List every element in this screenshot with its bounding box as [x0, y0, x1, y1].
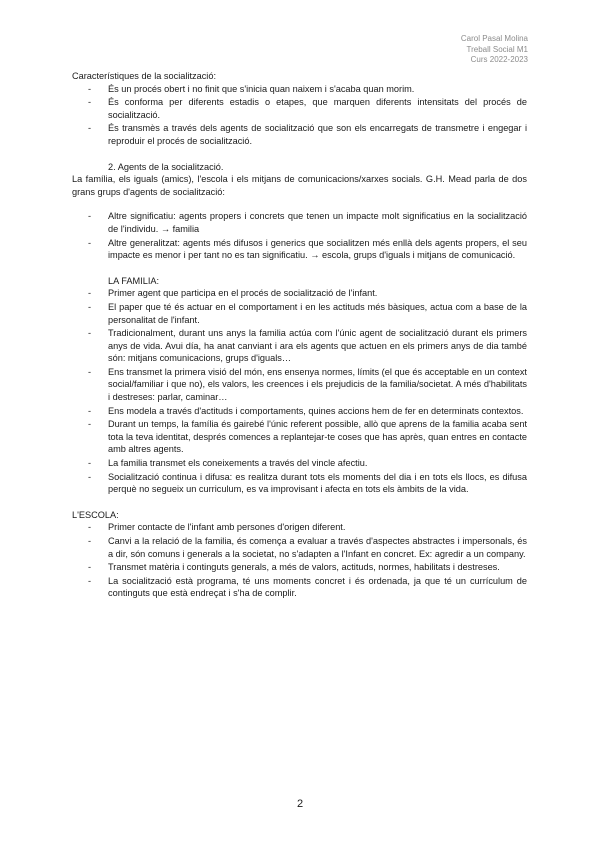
section2-intro: La família, els iguals (amics), l'escola i els mitjans de comunicacions/xarxes socials. G.H. Mead parla de dos grans grups d'agents de socialització: — [72, 174, 527, 197]
bullet-dash: - — [88, 471, 92, 482]
bullet-dash: - — [88, 237, 92, 248]
list-item: - Ens transmet la primera visió del món, ens ensenya normes, límits (el que és acceptable en un context social/familiar i que no), els valors, les creences i els prejudicis de la familia/societat. A més d'habilitats i destreses: parlar, caminar… — [88, 366, 527, 403]
header-course: Treball Social M1 — [466, 44, 528, 54]
bullet-dash: - — [88, 458, 92, 469]
section2-list — [72, 210, 527, 261]
section1-title: Característiques de la socialització: — [72, 71, 217, 81]
bullet-dash: - — [88, 522, 92, 533]
bullet-dash: - — [88, 419, 92, 430]
escola-list — [72, 521, 527, 600]
bullet-dash: - — [88, 211, 92, 222]
list-item: - Ens modela a través d'actituds i comportaments, quines accions hem de fer en determinats contextos. — [88, 405, 524, 416]
document-body — [72, 70, 527, 601]
list-item: - És transmès a través dels agents de socialització que son els encarregats de transmetre i engegar i reproduir el procés de socialització. — [88, 123, 527, 146]
page-header — [461, 34, 528, 66]
list-item: - És un procés obert i no finit que s'inicia quan naixem i s'acaba quan morim. — [88, 83, 415, 94]
bullet-dash: - — [88, 562, 92, 573]
header-year: Curs 2022-2023 — [470, 55, 528, 64]
familia-list — [72, 287, 527, 496]
bullet-dash: - — [88, 405, 92, 416]
header-author: Carol Pasal Molina — [460, 34, 528, 43]
list-item: - La familia transmet els coneixements a través del vincle afectiu. — [88, 458, 368, 469]
section2-heading: 2. Agents de la socialització. — [108, 161, 224, 172]
list-item: - El paper que té és actuar en el comportament i en les actituds més bàsiques, actua com a base de la personalitat de l'infant. — [88, 301, 527, 325]
list-item: - Durant un temps, la família és gairebé l'únic referent possible, allò que aprens de la familia acaba sent tota la teva identitat, després comences a replantejar-te coses que has après, quan entres en contacte amb altres agents. — [88, 419, 527, 455]
list-item: - Altre significatiu: agents propers i concrets que tenen un impacte molt significatius en la socialització de l'individu. → familia — [88, 211, 527, 234]
list-item: - Primer contacte de l'infant amb persones d'origen diferent. — [88, 522, 346, 533]
list-item: - Socialització continua i difusa: es realitza durant tots els moments del dia i en tots els llocs, es difusa perquè no segueix un curriculum, es va improvisant i afecta en tots els àmbits de la vida. — [88, 471, 527, 495]
bullet-dash: - — [88, 301, 92, 312]
bullet-dash: - — [88, 123, 92, 134]
list-item: - És conforma per diferents estadis o etapes, que marquen diferents intensitats del procés de socialització. — [88, 97, 527, 120]
page-number: 2 — [296, 798, 304, 810]
list-item: - Tradicionalment, durant uns anys la familia actúa com l'únic agent de socialització durant els primers anys de vida. Avui día, ha anat canviant i ara els agents que actuen en els primers anys de dia també són: mitjans comunicacions, grups d'iguals… — [88, 328, 527, 364]
bullet-dash: - — [88, 328, 92, 339]
bullet-dash: - — [88, 83, 92, 94]
list-item: - Primer agent que participa en el procés de socialització de l'infant. — [88, 288, 378, 299]
bullet-dash: - — [88, 536, 92, 546]
bullet-dash: - — [88, 288, 92, 299]
bullet-dash: - — [88, 366, 92, 377]
list-item: - Transmet matèria i continguts generals, a més de valors, actituds, normes, habilitats i destreses. — [88, 562, 500, 573]
escola-title: L'ESCOLA: — [72, 509, 119, 520]
bullet-dash: - — [88, 575, 92, 586]
list-item: - Canvi a la relació de la familia, és comença a evaluar a través d'aspectes abstractes i impersonals, és a dir, són comuns i generals a la societat, no s'adapten a l'Infant en concret. Ex: agredir a un company. — [88, 536, 527, 559]
list-item: - La socialització està programa, té uns moments concret i és ordenada, ja que té un currículum de continguts que està endreçat i s'ha de complir. — [88, 575, 527, 599]
familia-title: LA FAMILIA: — [108, 275, 160, 286]
section1-list — [72, 83, 527, 148]
bullet-dash: - — [88, 97, 92, 108]
list-item: - Altre generalitzat: agents més difusos i generics que socialitzen més enllà dels agents propers, el seu impacte es menor i per tant no es tan significatiu. → escola, grups d'iguals i mitjans de comunicació. — [88, 237, 527, 261]
